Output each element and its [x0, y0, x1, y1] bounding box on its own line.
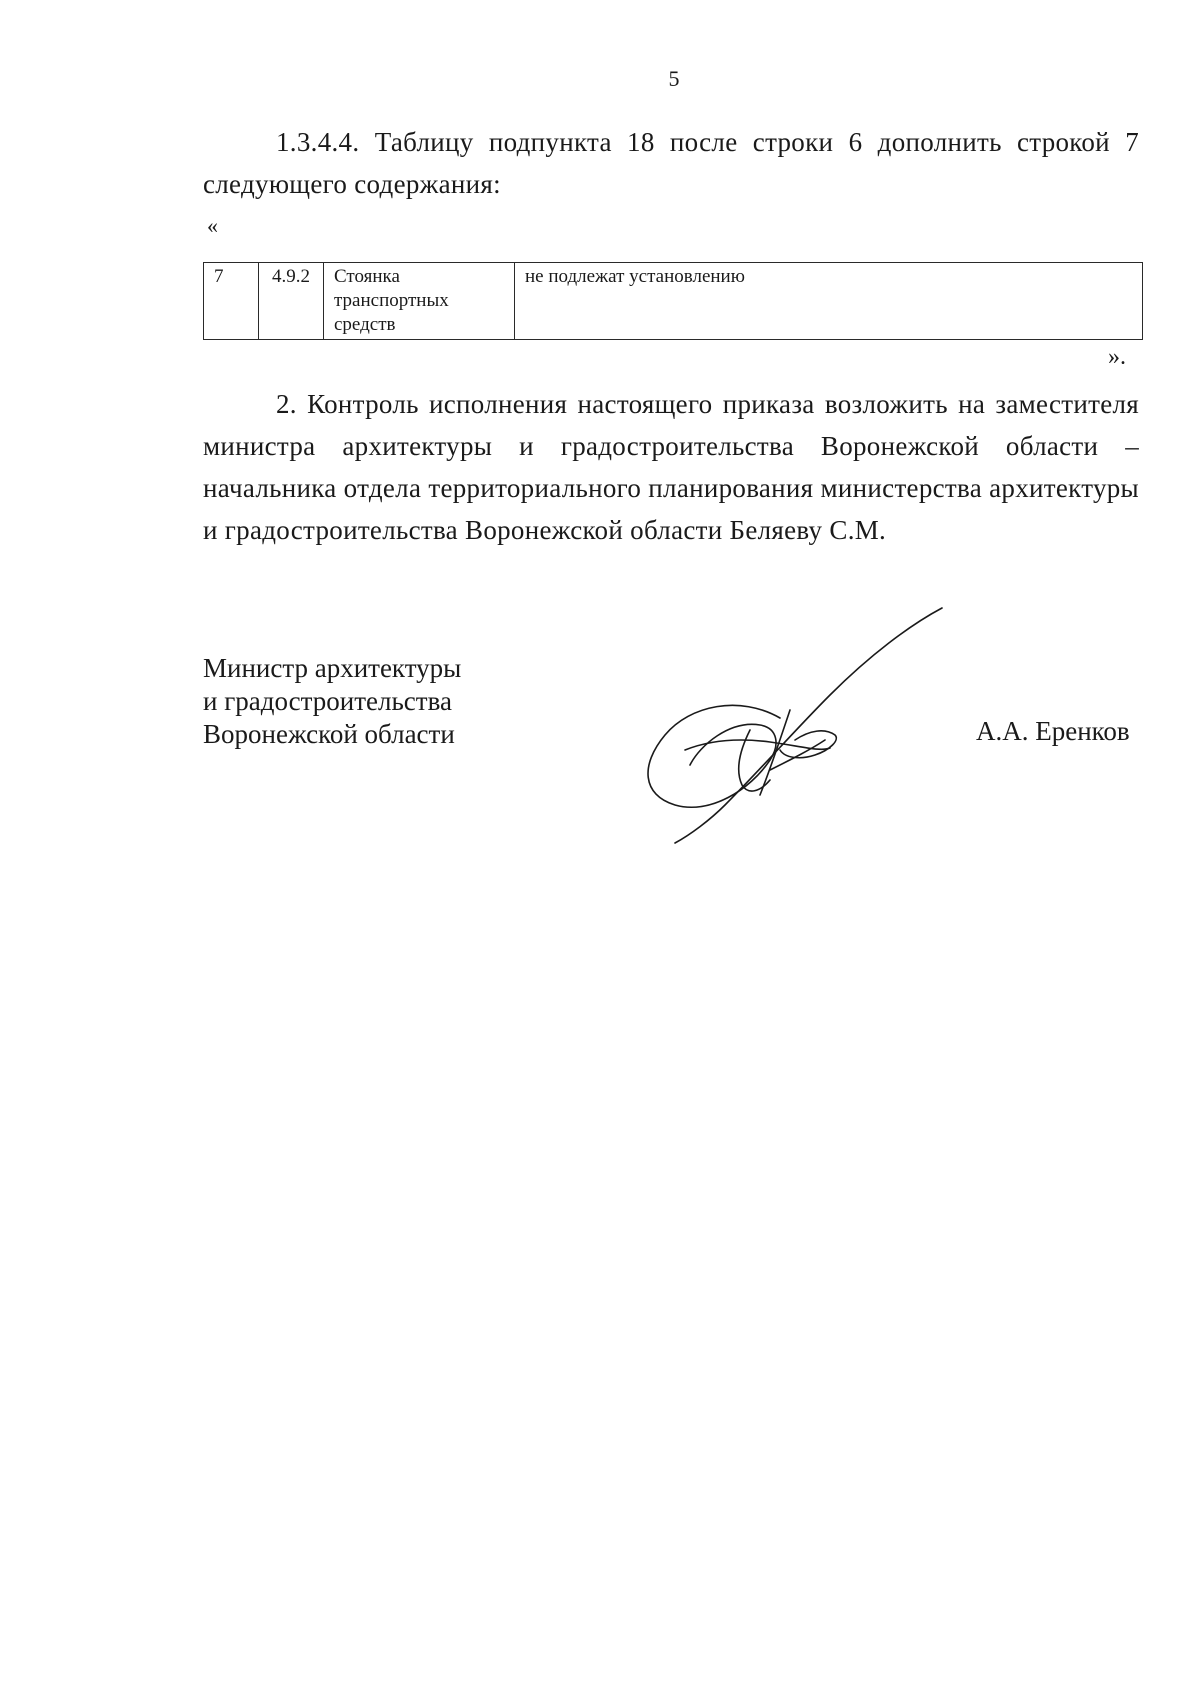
amendment-table	[203, 262, 1143, 340]
paragraph-table-amendment	[203, 121, 1139, 205]
signer-position-line: Министр архитектуры	[203, 653, 462, 683]
paragraph-text: 1.3.4.4. Таблицу подпункта 18 после строки 6 дополнить строкой 7 следующего содержания:	[203, 127, 1139, 199]
signer-position-line: и градостроительства	[203, 686, 452, 716]
signer-position	[203, 652, 461, 751]
paragraph-text: 2. Контроль исполнения настоящего приказа возложить на заместителя министра архитектуры и градостроительства Воронежской области – начальника отдела территориального планирования министерства архитектуры и градостроительства Воронежской области Беляеву С.М.	[203, 389, 1139, 545]
page-number: 5	[668, 66, 680, 91]
name-cell: Стоянка транспортных средств	[324, 263, 515, 340]
signer-position-line: Воронежской области	[203, 719, 455, 749]
row-number-cell: 7	[204, 263, 259, 340]
signature-icon	[630, 600, 970, 845]
closing-quote: ».	[1108, 344, 1126, 370]
paragraph-control	[203, 383, 1139, 551]
value-cell: не подлежат установлению	[515, 263, 1143, 340]
code-cell: 4.9.2	[259, 263, 324, 340]
table-row	[204, 263, 1143, 340]
signer-name: А.А. Еренков	[976, 716, 1130, 746]
opening-quote: «	[207, 213, 218, 238]
